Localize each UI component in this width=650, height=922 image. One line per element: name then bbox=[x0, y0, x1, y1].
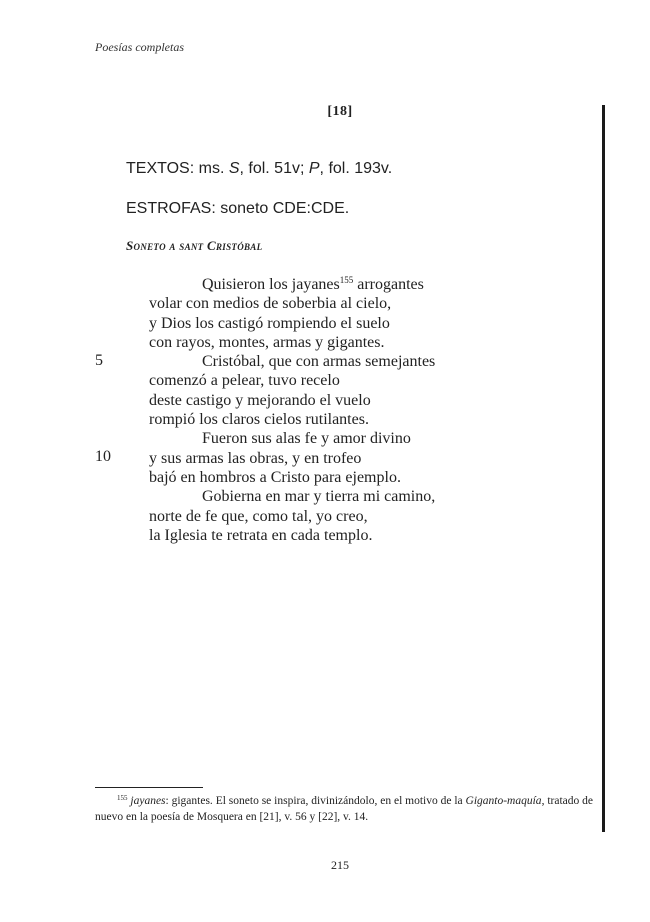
verse: Gobierna en mar y tierra mi camino, bbox=[202, 488, 436, 506]
footnote-reference: 155 bbox=[339, 275, 354, 285]
poem-number: [18] bbox=[327, 104, 353, 119]
textos-line: TEXTOS: ms. S, fol. 51v; P, fol. 193v. bbox=[126, 160, 393, 177]
verse: con rayos, montes, armas y gigantes. bbox=[149, 333, 385, 351]
poem-title: Soneto a sant Cristóbal bbox=[126, 238, 263, 253]
verse: norte de fe que, como tal, yo creo, bbox=[149, 507, 368, 525]
verse: rompió los claros cielos rutilantes. bbox=[149, 411, 369, 429]
estrofas-line: ESTROFAS: soneto CDE:CDE. bbox=[126, 200, 350, 217]
verse: deste castigo y mejorando el vuelo bbox=[149, 391, 371, 409]
verse: la Iglesia te retrata en cada templo. bbox=[149, 526, 373, 544]
verse: Fueron sus alas fe y amor divino bbox=[202, 430, 411, 448]
sonnet-body bbox=[149, 275, 435, 545]
running-head: Poesías completas bbox=[95, 40, 184, 54]
verse: Quisieron los jayanes$^{155}$ arrogantes bbox=[202, 275, 424, 293]
verse: Cristóbal, que con armas semejantes bbox=[202, 353, 436, 371]
right-margin-rule bbox=[602, 105, 605, 832]
verse: y Dios los castigó rompiendo el suelo bbox=[149, 314, 390, 332]
line-number-5: 5 bbox=[95, 352, 103, 369]
footnote-separator bbox=[95, 787, 203, 788]
verse: comenzó a pelear, tuvo recelo bbox=[149, 372, 340, 390]
page-number: 215 bbox=[331, 858, 349, 872]
verse: y sus armas las obras, y en trofeo bbox=[149, 449, 362, 467]
verse: volar con medios de soberbia al cielo, bbox=[149, 295, 392, 313]
line-number-10: 10 bbox=[95, 448, 111, 465]
footnote: $^{155}$ jayanes: gigantes. El soneto se inspira, divinizándolo, en el motivo de la Giganto-maquía, tratado de nuevo en la poesía de Mosquera en [21], v. 56 y [22], v. 14. bbox=[95, 794, 593, 823]
verse: bajó en hombros a Cristo para ejemplo. bbox=[149, 468, 401, 486]
